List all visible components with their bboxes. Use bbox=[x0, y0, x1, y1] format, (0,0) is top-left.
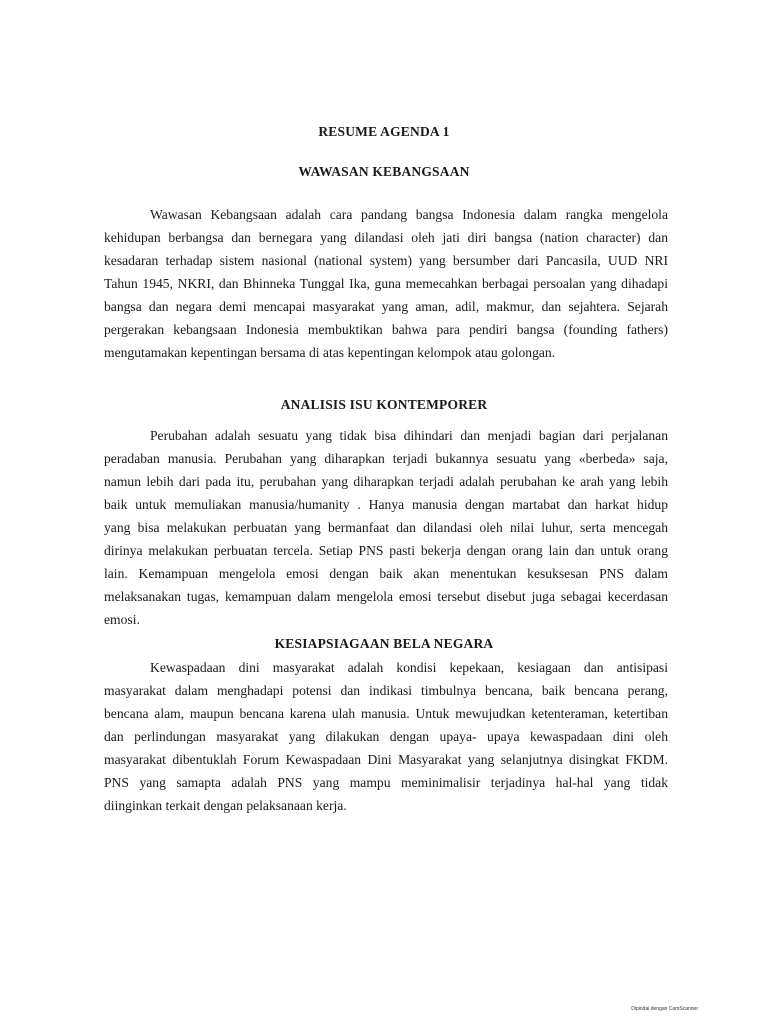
paragraph-line: kehidupan berbangsa dan bernegara yang dilandasi oleh jati diri bangsa (nation character) dan bbox=[104, 230, 668, 245]
paragraph-line: masyarakat dibentuklah Forum Kewaspadaan Dini Masyarakat yang selanjutnya disingkat FKDM. bbox=[104, 752, 668, 767]
paragraph-line: namun lebih dari pada itu, perubahan yang diharapkan terjadi adalah perubahan ke arah yang lebih bbox=[104, 474, 668, 489]
paragraph-line: yang bisa melakukan perbuatan yang bermanfaat dan dilandasi oleh nilai luhur, serta mencegah bbox=[104, 520, 668, 535]
paragraph-line: baik untuk memuliakan manusia/humanity . Hanya manusia dengan martabat dan harkat hidup bbox=[104, 497, 668, 512]
paragraph-line: kesadaran terhadap sistem nasional (national system) yang bersumber dari Pancasila, UUD NRI bbox=[104, 253, 668, 268]
paragraph-line: Perubahan adalah sesuatu yang tidak bisa dihindari dan menjadi bagian dari perjalanan bbox=[150, 428, 668, 443]
section-heading-wawasan-kebangsaan: WAWASAN KEBANGSAAN bbox=[298, 164, 470, 179]
section-heading-kesiapsiagaan-bela-negara: KESIAPSIAGAAN BELA NEGARA bbox=[274, 636, 494, 651]
paragraph-line: dan perlindungan masyarakat yang dilakukan dengan upaya- upaya kewaspadaan dini oleh bbox=[104, 729, 668, 744]
paragraph-wawasan-kebangsaan bbox=[104, 203, 668, 364]
paragraph-line: emosi. bbox=[104, 612, 140, 627]
paragraph-line: masyarakat dalam menghadapi potensi dan indikasi timbulnya bencana, baik bencana perang, bbox=[104, 683, 668, 698]
paragraph-line: melaksanakan tugas, kemampuan dalam mengelola emosi tersebut disebut juga sebagai kecerdasan bbox=[104, 589, 668, 604]
paragraph-line: lain. Kemampuan mengelola emosi dengan baik akan menentukan kesuksesan PNS dalam bbox=[104, 566, 668, 581]
paragraph-analisis-isu-kontemporer bbox=[104, 424, 668, 631]
paragraph-kesiapsiagaan-bela-negara bbox=[104, 656, 668, 817]
paragraph-line: bencana alam, maupun bencana karena ulah manusia. Untuk mewujudkan ketenteraman, ketertiban bbox=[104, 706, 668, 721]
section-heading-analisis-isu-kontemporer: ANALISIS ISU KONTEMPORER bbox=[280, 397, 488, 412]
paragraph-line: bangsa dan negara demi mencapai masyarakat yang aman, adil, makmur, dan sejahtera. Sejarah bbox=[104, 299, 668, 314]
paragraph-line: pergerakan kebangsaan Indonesia membuktikan bahwa para pendiri bangsa (founding fathers) bbox=[104, 322, 668, 337]
paragraph-line: dirinya melakukan perbuatan tercela. Setiap PNS pasti bekerja dengan orang lain dan untuk orang bbox=[104, 543, 668, 558]
paragraph-line: PNS yang samapta adalah PNS yang mampu meminimalisir terjadinya hal-hal yang tidak bbox=[104, 775, 668, 790]
paragraph-line: mengutamakan kepentingan bersama di atas kepentingan kelompok atau golongan. bbox=[104, 345, 556, 360]
scanner-watermark: Dipindai dengan CamScanner bbox=[631, 1006, 698, 1012]
paragraph-line: Kewaspadaan dini masyarakat adalah kondisi kepekaan, kesiagaan dan antisipasi bbox=[150, 660, 668, 675]
paragraph-line: Wawasan Kebangsaan adalah cara pandang bangsa Indonesia dalam rangka mengelola bbox=[150, 207, 668, 222]
paragraph-line: peradaban manusia. Perubahan yang diharapkan terjadi bukannya sesuatu yang «berbeda» saja, bbox=[104, 451, 668, 466]
paragraph-line: Tahun 1945, NKRI, dan Bhinneka Tunggal Ika, guna memecahkan berbagai persoalan yang dihadapi bbox=[104, 276, 668, 291]
page-title: RESUME AGENDA 1 bbox=[318, 124, 450, 139]
paragraph-line: diinginkan terkait dengan pelaksanaan kerja. bbox=[104, 798, 347, 813]
